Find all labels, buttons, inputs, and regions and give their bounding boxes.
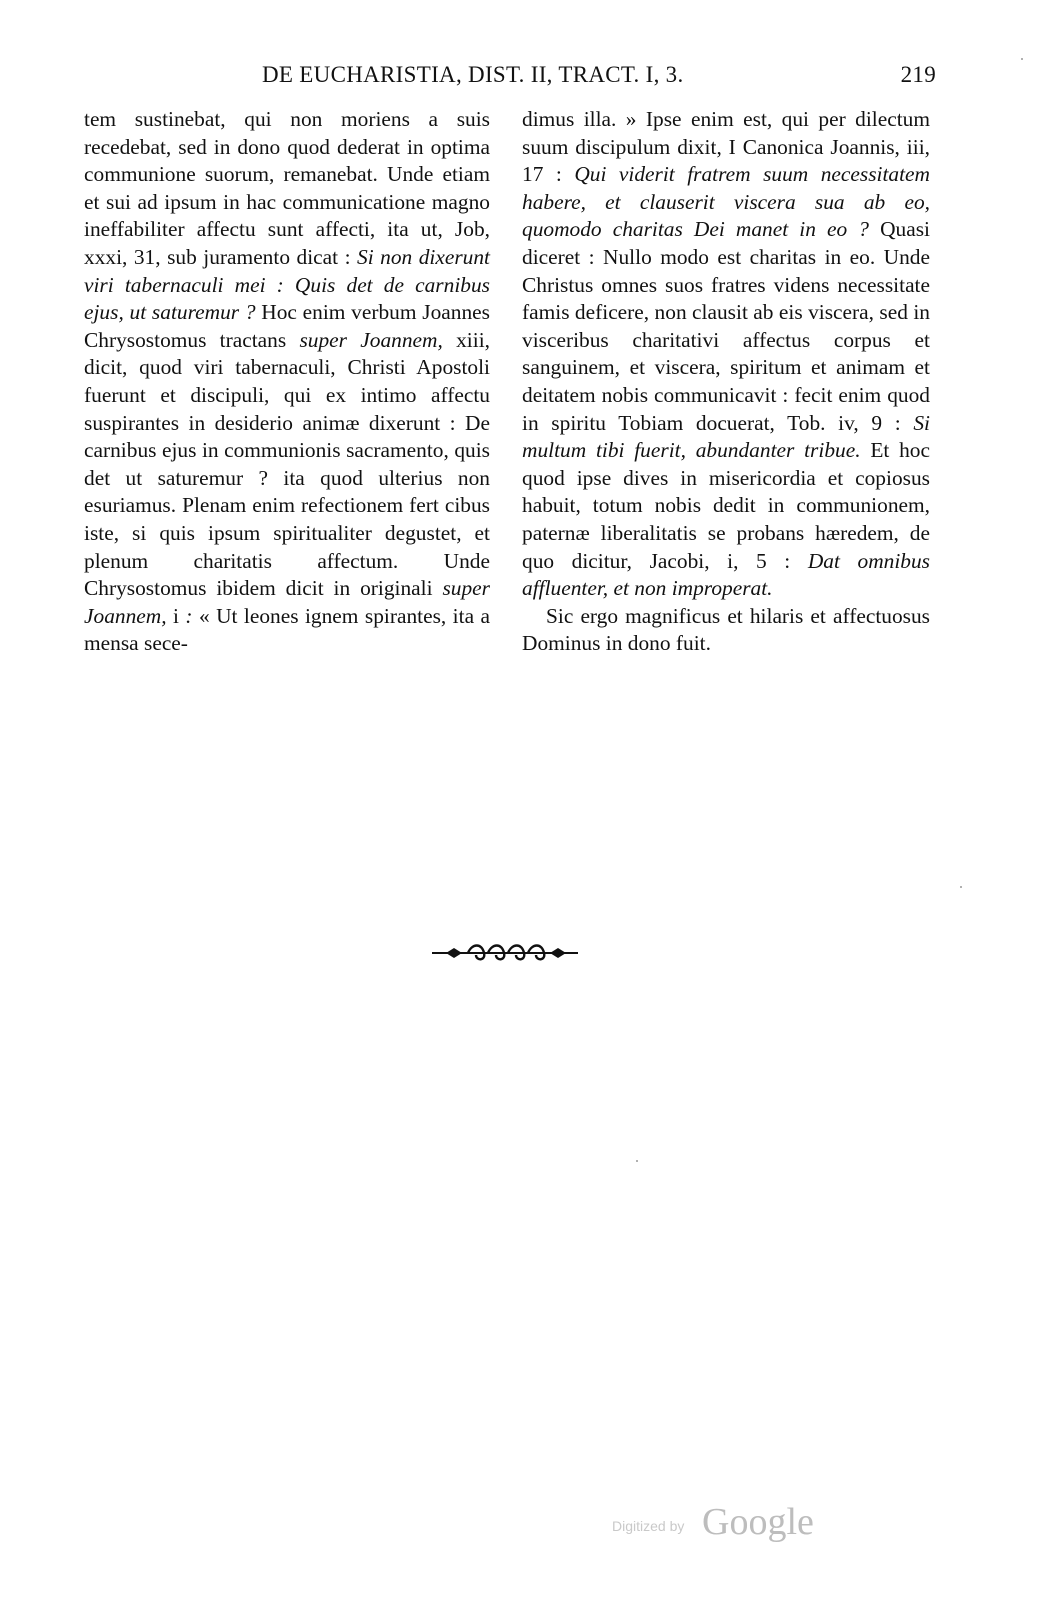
- page-number: 219: [900, 62, 936, 87]
- left-column: [84, 106, 490, 658]
- paper-speck: [1021, 58, 1023, 60]
- left-paragraph-1: tem sustinebat, qui non moriens a suis recedebat, sed in dono quod dederat in optima communione suorum, remanebat. Unde etiam et sui ad ipsum in hac communicatione magno ineffabiliter affectu sunt affecti, ita ut, Job, xxxi, 31, sub juramento dicat : Si non dixerunt viri tabernaculi mei : Quis det de carnibus ejus, ut saturemur ? Hoc enim verbum Joannes Chrysostomus tractans super Joannem, xiii, dicit, quod viri tabernaculi, Christi Apostoli fuerunt et discipuli, qui ex intimo affectu suspirantes in desiderio animæ dixerunt : De carnibus ejus in communionis sacramento, quis det ut saturemur ? ita quod ulterius non esuriamus. Plenam enim refectionem fert cibus iste, si quis ipsum spiritualiter degustet, et plenum charitatis affectum. Unde Chrysostomus ibidem dicit in originali super Joannem, i : « Ut leones ignem spirantes, ita a mensa sece-: [84, 107, 490, 656]
- digitized-by-text: Digitized by: [612, 1518, 685, 1534]
- italic-run: super Joannem,: [299, 327, 443, 352]
- paper-speck: [636, 1160, 638, 1162]
- page-header: [262, 62, 942, 92]
- paper-speck: [960, 886, 962, 888]
- right-paragraph-2: Sic ergo magnificus et hilaris et affectuosus Dominus in dono fuit.: [522, 603, 930, 656]
- italic-run: Si non dixerunt viri tabernaculi mei : Quis det de carnibus ejus, ut saturemur ?: [84, 244, 490, 325]
- italic-run: :: [185, 603, 193, 628]
- digitized-by-google: [612, 1500, 832, 1550]
- italic-run: Dat omnibus affluenter, et non improperat.: [522, 548, 930, 601]
- right-column: [522, 106, 930, 658]
- right-paragraph-1: dimus illa. » Ipse enim est, qui per dilectum suum discipulum dixit, I Canonica Joannis, iii, 17 : Qui viderit fratrem suum necessitatem habere, et clauserit viscera sua ab eo, quomodo charitas Dei manet in eo ? Quasi diceret : Nullo modo est charitas in eo. Unde Christus omnes suos fratres videns necessitate famis deficere, non clausit ab eis viscera, sed in visceribus charitativi affectus corpus et sanguinem, et viscera, spiritum et animam et deitatem nobis communicavit : fecit enim quod in spiritu Tobiam docuerat, Tob. iv, 9 : Si multum tibi fuerit, abundanter tribue. Et hoc quod ipse dives in misericordia et copiosus habuit, totum nobis dedit in communionem, paternæ liberalitatis se probans hæredem, de quo dicitur, Jacobi, i, 5 : Dat omnibus affluenter, et non improperat.: [522, 107, 931, 601]
- google-logo: Google: [702, 1501, 814, 1543]
- italic-run: super Joannem,: [84, 576, 490, 628]
- italic-run: Si multum tibi fuerit, abundanter tribue.: [522, 410, 930, 463]
- running-head: DE EUCHARISTIA, DIST. II, TRACT. I, 3.: [262, 62, 684, 87]
- decorative-tailpiece-icon: [432, 942, 578, 964]
- italic-run: Qui viderit fratrem suum necessitatem habere, et clauserit viscera sua ab eo, quomodo charitas Dei manet in eo ?: [522, 162, 931, 242]
